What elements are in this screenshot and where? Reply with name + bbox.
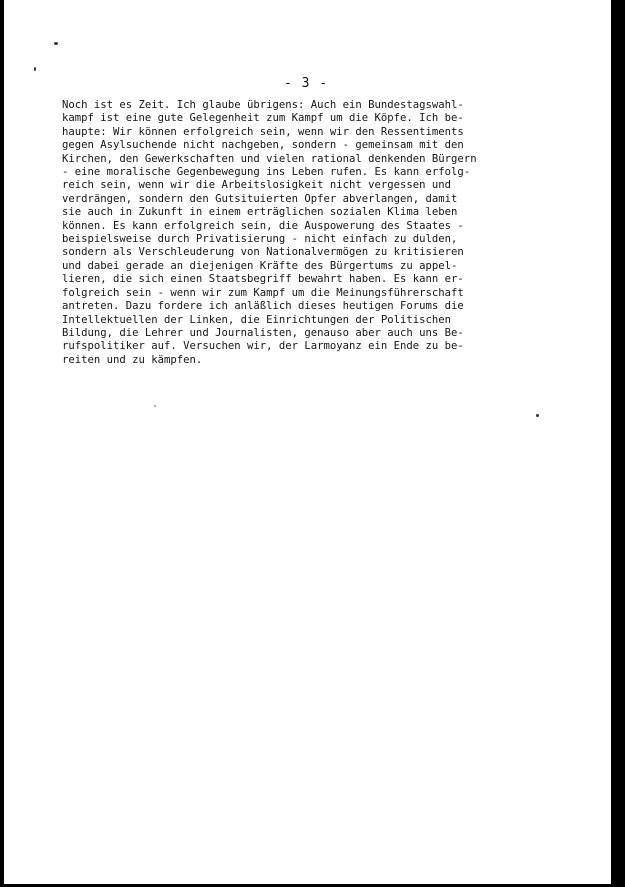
text-line: - eine moralische Gegenbewegung ins Leben rufen. Es kann erfolg- [62,166,471,179]
text-line: reiten und zu kämpfen. [62,353,203,366]
text-line: Noch ist es Zeit. Ich glaube übrigens: Auch ein Bundestagswahl- [62,99,464,111]
text-line: folgreich sein - wenn wir zum Kampf um die Meinungsführerschaft [62,286,464,299]
text-line: gegen Asylsuchende nicht nachgeben, sondern - gemeinsam mit den [62,139,464,152]
text-line: können. Es kann erfolgreich sein, die Auspowerung des Staates - [62,219,464,232]
scan-speck [54,42,58,45]
text-line: antreten. Dazu fordere ich anläßlich dieses heutigen Forums die [62,300,464,313]
text-line: Kirchen, den Gewerkschaften und vielen rational denkenden Bürgern [62,152,477,165]
text-line: kampf ist eine gute Gelegenheit zum Kampf um die Köpfe. Ich be- [62,112,464,125]
scan-speck [536,414,539,417]
document-page [4,0,611,884]
text-line: verdrängen, sondern den Gutsituierten Opfer abverlangen, damit [62,192,458,205]
page-number: - 3 - [284,76,329,91]
text-line: lieren, die sich einen Staatsbegriff bewahrt haben. Es kann er- [62,273,464,286]
text-line: und dabei gerade an diejenigen Kräfte des Bürgertums zu appel- [62,259,458,272]
text-line: haupte: Wir können erfolgreich sein, wenn wir den Ressentiments [62,125,464,138]
text-line: beispielsweise durch Privatisierung - nicht einfach zu dulden, [62,233,458,246]
text-line: Intellektuellen der Linken, die Einrichtungen der Politischen [62,313,452,326]
text-line: reich sein, wenn wir die Arbeitslosigkeit nicht vergessen und [62,179,452,192]
text-line: sie auch in Zukunft in einem erträglichen sozialen Klima leben [62,206,458,219]
text-line: rufspolitiker auf. Versuchen wir, der Larmoyanz ein Ende zu be- [62,340,464,353]
body-paragraph [62,99,542,367]
text-line: sondern als Verschleuderung von Nationalvermögen zu kritisieren [62,246,464,259]
scan-speck [34,67,36,71]
scan-speck [154,405,156,407]
text-line: Bildung, die Lehrer und Journalisten, genauso aber auch uns Be- [62,326,464,339]
